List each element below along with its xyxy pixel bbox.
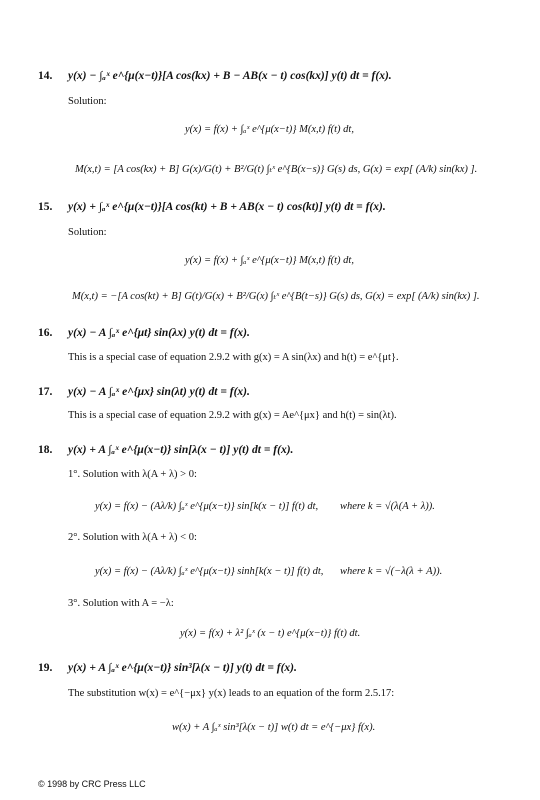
case-label-18-3: 3°. Solution with A = −λ: (68, 598, 174, 609)
problem-number-16: 16. (38, 327, 53, 339)
case-formula-18-2: y(x) = f(x) − (Aλ/k) ∫ₐˣ e^{μ(x−t)} sinh[k(x − t)] f(t) dt, (95, 566, 324, 577)
problem-note-16: This is a special case of equation 2.9.2 with g(x) = A sin(λx) and h(t) = e^{μt}. (68, 352, 399, 363)
case-formula-18-1: y(x) = f(x) − (Aλ/k) ∫ₐˣ e^{μ(x−t)} sin[k(x − t)] f(t) dt, (95, 501, 319, 512)
solution-line-15-1: y(x) = f(x) + ∫ₐˣ e^{μ(x−t)} M(x,t) f(t) dt, (185, 255, 354, 266)
problem-equation-16: y(x) − A ∫ₐˣ e^{μt} sin(λx) y(t) dt = f(x). (68, 327, 250, 339)
solution-line-14-1: y(x) = f(x) + ∫ₐˣ e^{μ(x−t)} M(x,t) f(t) dt, (185, 124, 354, 135)
problem-number-19: 19. (38, 662, 53, 674)
solution-label-15: Solution: (68, 227, 107, 238)
case-label-18-2: 2°. Solution with λ(A + λ) < 0: (68, 532, 197, 543)
problem-formula-19: w(x) + A ∫ₐˣ sin³[λ(x − t)] w(t) dt = e^{−μx} f(x). (172, 722, 376, 733)
problem-number-17: 17. (38, 386, 53, 398)
problem-note-19: The substitution w(x) = e^{−μx} y(x) leads to an equation of the form 2.5.17: (68, 688, 395, 699)
problem-number-18: 18. (38, 444, 53, 456)
case-label-18-1: 1°. Solution with λ(A + λ) > 0: (68, 469, 197, 480)
copyright-footer: © 1998 by CRC Press LLC (38, 779, 146, 789)
solution-line-14-2: M(x,t) = [A cos(kx) + B] G(x)/G(t) + B²/G(t) ∫ₜˣ e^{B(x−s)} G(s) ds, G(x) = exp[ (A/k) sin(kx) ]. (75, 164, 478, 175)
problem-equation-18: y(x) + A ∫ₐˣ e^{μ(x−t)} sin[λ(x − t)] y(t) dt = f(x). (68, 444, 294, 456)
problem-equation-14: y(x) − ∫ₐˣ e^{μ(x−t)}[A cos(kx) + B − AB(x − t) cos(kx)] y(t) dt = f(x). (68, 70, 392, 82)
case-where-18-1: where k = √(λ(A + λ)). (340, 501, 435, 512)
solution-line-15-2: M(x,t) = −[A cos(kt) + B] G(t)/G(x) + B²/G(x) ∫ₜˣ e^{B(t−s)} G(s) ds, G(x) = exp[ (A/k) sin(kx) ]. (72, 291, 480, 302)
problem-number-15: 15. (38, 201, 53, 213)
problem-number-14: 14. (38, 70, 53, 82)
problem-note-17: This is a special case of equation 2.9.2 with g(x) = Ae^{μx} and h(t) = sin(λt). (68, 410, 397, 421)
case-formula-18-3: y(x) = f(x) + λ² ∫ₐˣ (x − t) e^{μ(x−t)} f(t) dt. (180, 628, 361, 639)
solution-label-14: Solution: (68, 96, 107, 107)
case-where-18-2: where k = √(−λ(λ + A)). (340, 566, 443, 577)
problem-equation-19: y(x) + A ∫ₐˣ e^{μ(x−t)} sin³[λ(x − t)] y(t) dt = f(x). (68, 662, 297, 674)
problem-equation-17: y(x) − A ∫ₐˣ e^{μx} sin(λt) y(t) dt = f(x). (68, 386, 250, 398)
problem-equation-15: y(x) + ∫ₐˣ e^{μ(x−t)}[A cos(kt) + B + AB(x − t) cos(kt)] y(t) dt = f(x). (68, 201, 386, 213)
